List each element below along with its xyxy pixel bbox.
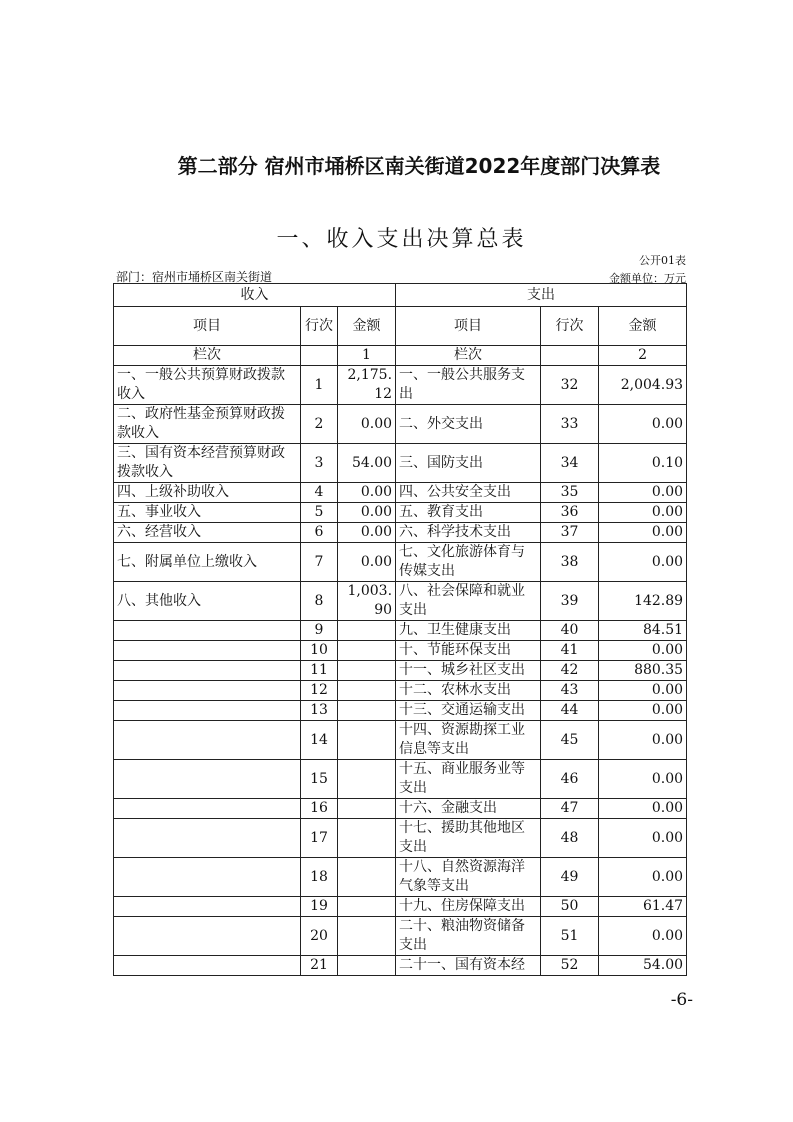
expense-amount: 0.00	[599, 641, 687, 661]
table-row	[114, 701, 687, 721]
expense-row: 43	[541, 681, 599, 701]
table-row	[114, 621, 687, 641]
income-row: 19	[301, 897, 338, 917]
expense-row: 39	[541, 582, 599, 621]
table-row	[114, 799, 687, 819]
expense-amount: 0.00	[599, 405, 687, 444]
table-row	[114, 543, 687, 582]
income-amount: 0.00	[338, 405, 396, 444]
col-label: 栏次	[396, 346, 541, 366]
expense-row: 32	[541, 366, 599, 405]
table-row	[114, 582, 687, 621]
empty-cell	[301, 346, 338, 366]
table-row	[114, 483, 687, 503]
income-item: 三、国有资本经营预算财政拨款收入	[114, 444, 301, 483]
expense-amount: 0.00	[599, 483, 687, 503]
expense-item: 二十、粮油物资储备支出	[396, 917, 541, 956]
expense-row: 52	[541, 956, 599, 976]
income-amount	[338, 721, 396, 760]
income-amount	[338, 819, 396, 858]
income-amount	[338, 621, 396, 641]
income-amount: 0.00	[338, 543, 396, 582]
col-item: 项目	[396, 307, 541, 346]
expense-row: 42	[541, 661, 599, 681]
expense-amount: 0.00	[599, 543, 687, 582]
income-item: 二、政府性基金预算财政拨款收入	[114, 405, 301, 444]
income-row: 11	[301, 661, 338, 681]
expense-item: 二十一、国有资本经	[396, 956, 541, 976]
expense-amount: 0.00	[599, 523, 687, 543]
income-row: 16	[301, 799, 338, 819]
income-amount	[338, 897, 396, 917]
expense-amount: 142.89	[599, 582, 687, 621]
income-item	[114, 681, 301, 701]
expense-item: 六、科学技术支出	[396, 523, 541, 543]
section-title: 第二部分 宿州市埇桥区南关街道2022年度部门决算表	[177, 154, 661, 178]
page-number: -6-	[670, 990, 693, 1010]
expense-row: 36	[541, 503, 599, 523]
department-label: 部门：宿州市埇桥区南关街道	[116, 270, 273, 284]
income-row: 4	[301, 483, 338, 503]
income-item: 七、附属单位上缴收入	[114, 543, 301, 582]
expense-item: 三、国防支出	[396, 444, 541, 483]
table-row	[114, 641, 687, 661]
income-row: 6	[301, 523, 338, 543]
expense-amount: 0.00	[599, 819, 687, 858]
expense-amount: 0.00	[599, 503, 687, 523]
income-item: 一、一般公共预算财政拨款收入	[114, 366, 301, 405]
expense-item: 七、文化旅游体育与传媒支出	[396, 543, 541, 582]
income-amount	[338, 661, 396, 681]
expense-amount: 0.00	[599, 799, 687, 819]
expense-item: 十、节能环保支出	[396, 641, 541, 661]
table-title: 一、收入支出决算总表	[276, 227, 527, 252]
income-row: 8	[301, 582, 338, 621]
table-row	[114, 523, 687, 543]
income-item	[114, 621, 301, 641]
income-amount	[338, 799, 396, 819]
income-item	[114, 897, 301, 917]
expense-item: 十六、金融支出	[396, 799, 541, 819]
income-row: 20	[301, 917, 338, 956]
income-item	[114, 819, 301, 858]
col-amount: 金额	[338, 307, 396, 346]
table-row	[114, 858, 687, 897]
expense-item: 十一、城乡社区支出	[396, 661, 541, 681]
income-row: 10	[301, 641, 338, 661]
expense-amount: 0.00	[599, 721, 687, 760]
col-row: 行次	[301, 307, 338, 346]
income-amount	[338, 917, 396, 956]
expense-amount: 0.00	[599, 681, 687, 701]
expense-amount: 2,004.93	[599, 366, 687, 405]
expense-row: 34	[541, 444, 599, 483]
table-row	[114, 721, 687, 760]
income-header: 收入	[114, 284, 396, 307]
income-row: 18	[301, 858, 338, 897]
expense-item: 九、卫生健康支出	[396, 621, 541, 641]
expense-amount: 54.00	[599, 956, 687, 976]
table-row	[114, 819, 687, 858]
expense-amount: 0.10	[599, 444, 687, 483]
expense-header: 支出	[396, 284, 687, 307]
expense-row: 48	[541, 819, 599, 858]
expense-item: 十三、交通运输支出	[396, 701, 541, 721]
income-amount: 0.00	[338, 523, 396, 543]
expense-amount: 0.00	[599, 760, 687, 799]
table-row	[114, 444, 687, 483]
expense-amount: 61.47	[599, 897, 687, 917]
expense-row: 38	[541, 543, 599, 582]
income-amount	[338, 641, 396, 661]
expense-row: 47	[541, 799, 599, 819]
income-item	[114, 661, 301, 681]
empty-cell	[541, 346, 599, 366]
income-item	[114, 760, 301, 799]
table-row	[114, 917, 687, 956]
income-item: 四、上级补助收入	[114, 483, 301, 503]
income-amount	[338, 681, 396, 701]
income-amount	[338, 760, 396, 799]
expense-row: 41	[541, 641, 599, 661]
table-row	[114, 681, 687, 701]
col-label: 栏次	[114, 346, 301, 366]
income-row: 1	[301, 366, 338, 405]
expense-item: 十八、自然资源海洋气象等支出	[396, 858, 541, 897]
expense-row: 49	[541, 858, 599, 897]
expense-row: 35	[541, 483, 599, 503]
table-row	[114, 760, 687, 799]
income-row: 21	[301, 956, 338, 976]
expense-item: 十五、商业服务业等支出	[396, 760, 541, 799]
expense-item: 十四、资源勘探工业信息等支出	[396, 721, 541, 760]
expense-item: 十二、农林水支出	[396, 681, 541, 701]
table-row	[114, 661, 687, 681]
expense-row: 37	[541, 523, 599, 543]
expense-item: 五、教育支出	[396, 503, 541, 523]
expense-item: 十九、住房保障支出	[396, 897, 541, 917]
expense-amount: 0.00	[599, 701, 687, 721]
income-row: 3	[301, 444, 338, 483]
income-item	[114, 858, 301, 897]
income-amount	[338, 701, 396, 721]
col-number: 2	[599, 346, 687, 366]
income-amount: 0.00	[338, 503, 396, 523]
income-item: 六、经营收入	[114, 523, 301, 543]
income-item: 五、事业收入	[114, 503, 301, 523]
expense-row: 44	[541, 701, 599, 721]
table-row	[114, 897, 687, 917]
expense-amount: 0.00	[599, 917, 687, 956]
income-amount: 54.00	[338, 444, 396, 483]
expense-amount: 880.35	[599, 661, 687, 681]
income-row: 17	[301, 819, 338, 858]
table-row	[114, 366, 687, 405]
income-amount: 0.00	[338, 483, 396, 503]
expense-item: 二、外交支出	[396, 405, 541, 444]
expense-item: 十七、援助其他地区支出	[396, 819, 541, 858]
expense-row: 50	[541, 897, 599, 917]
income-amount	[338, 858, 396, 897]
income-item	[114, 701, 301, 721]
income-row: 9	[301, 621, 338, 641]
income-row: 14	[301, 721, 338, 760]
income-row: 13	[301, 701, 338, 721]
income-amount: 1,003.90	[338, 582, 396, 621]
expense-row: 51	[541, 917, 599, 956]
income-item	[114, 956, 301, 976]
expense-item: 四、公共安全支出	[396, 483, 541, 503]
col-row: 行次	[541, 307, 599, 346]
col-number: 1	[338, 346, 396, 366]
table-number: 公开01表	[639, 254, 686, 267]
expense-item: 一、一般公共服务支出	[396, 366, 541, 405]
income-amount: 2,175.12	[338, 366, 396, 405]
expense-row: 45	[541, 721, 599, 760]
table-row	[114, 956, 687, 976]
expense-row: 46	[541, 760, 599, 799]
expense-item: 八、社会保障和就业支出	[396, 582, 541, 621]
expense-amount: 84.51	[599, 621, 687, 641]
income-item	[114, 721, 301, 760]
income-item: 八、其他收入	[114, 582, 301, 621]
budget-table	[113, 283, 687, 976]
income-row: 15	[301, 760, 338, 799]
expense-row: 40	[541, 621, 599, 641]
expense-row: 33	[541, 405, 599, 444]
income-row: 2	[301, 405, 338, 444]
income-item	[114, 641, 301, 661]
income-item	[114, 917, 301, 956]
income-amount	[338, 956, 396, 976]
expense-amount: 0.00	[599, 858, 687, 897]
income-row: 7	[301, 543, 338, 582]
col-amount: 金额	[599, 307, 687, 346]
table-row	[114, 503, 687, 523]
unit-label: 金额单位：万元	[609, 272, 686, 285]
table-row	[114, 405, 687, 444]
income-row: 5	[301, 503, 338, 523]
income-row: 12	[301, 681, 338, 701]
col-item: 项目	[114, 307, 301, 346]
income-item	[114, 799, 301, 819]
